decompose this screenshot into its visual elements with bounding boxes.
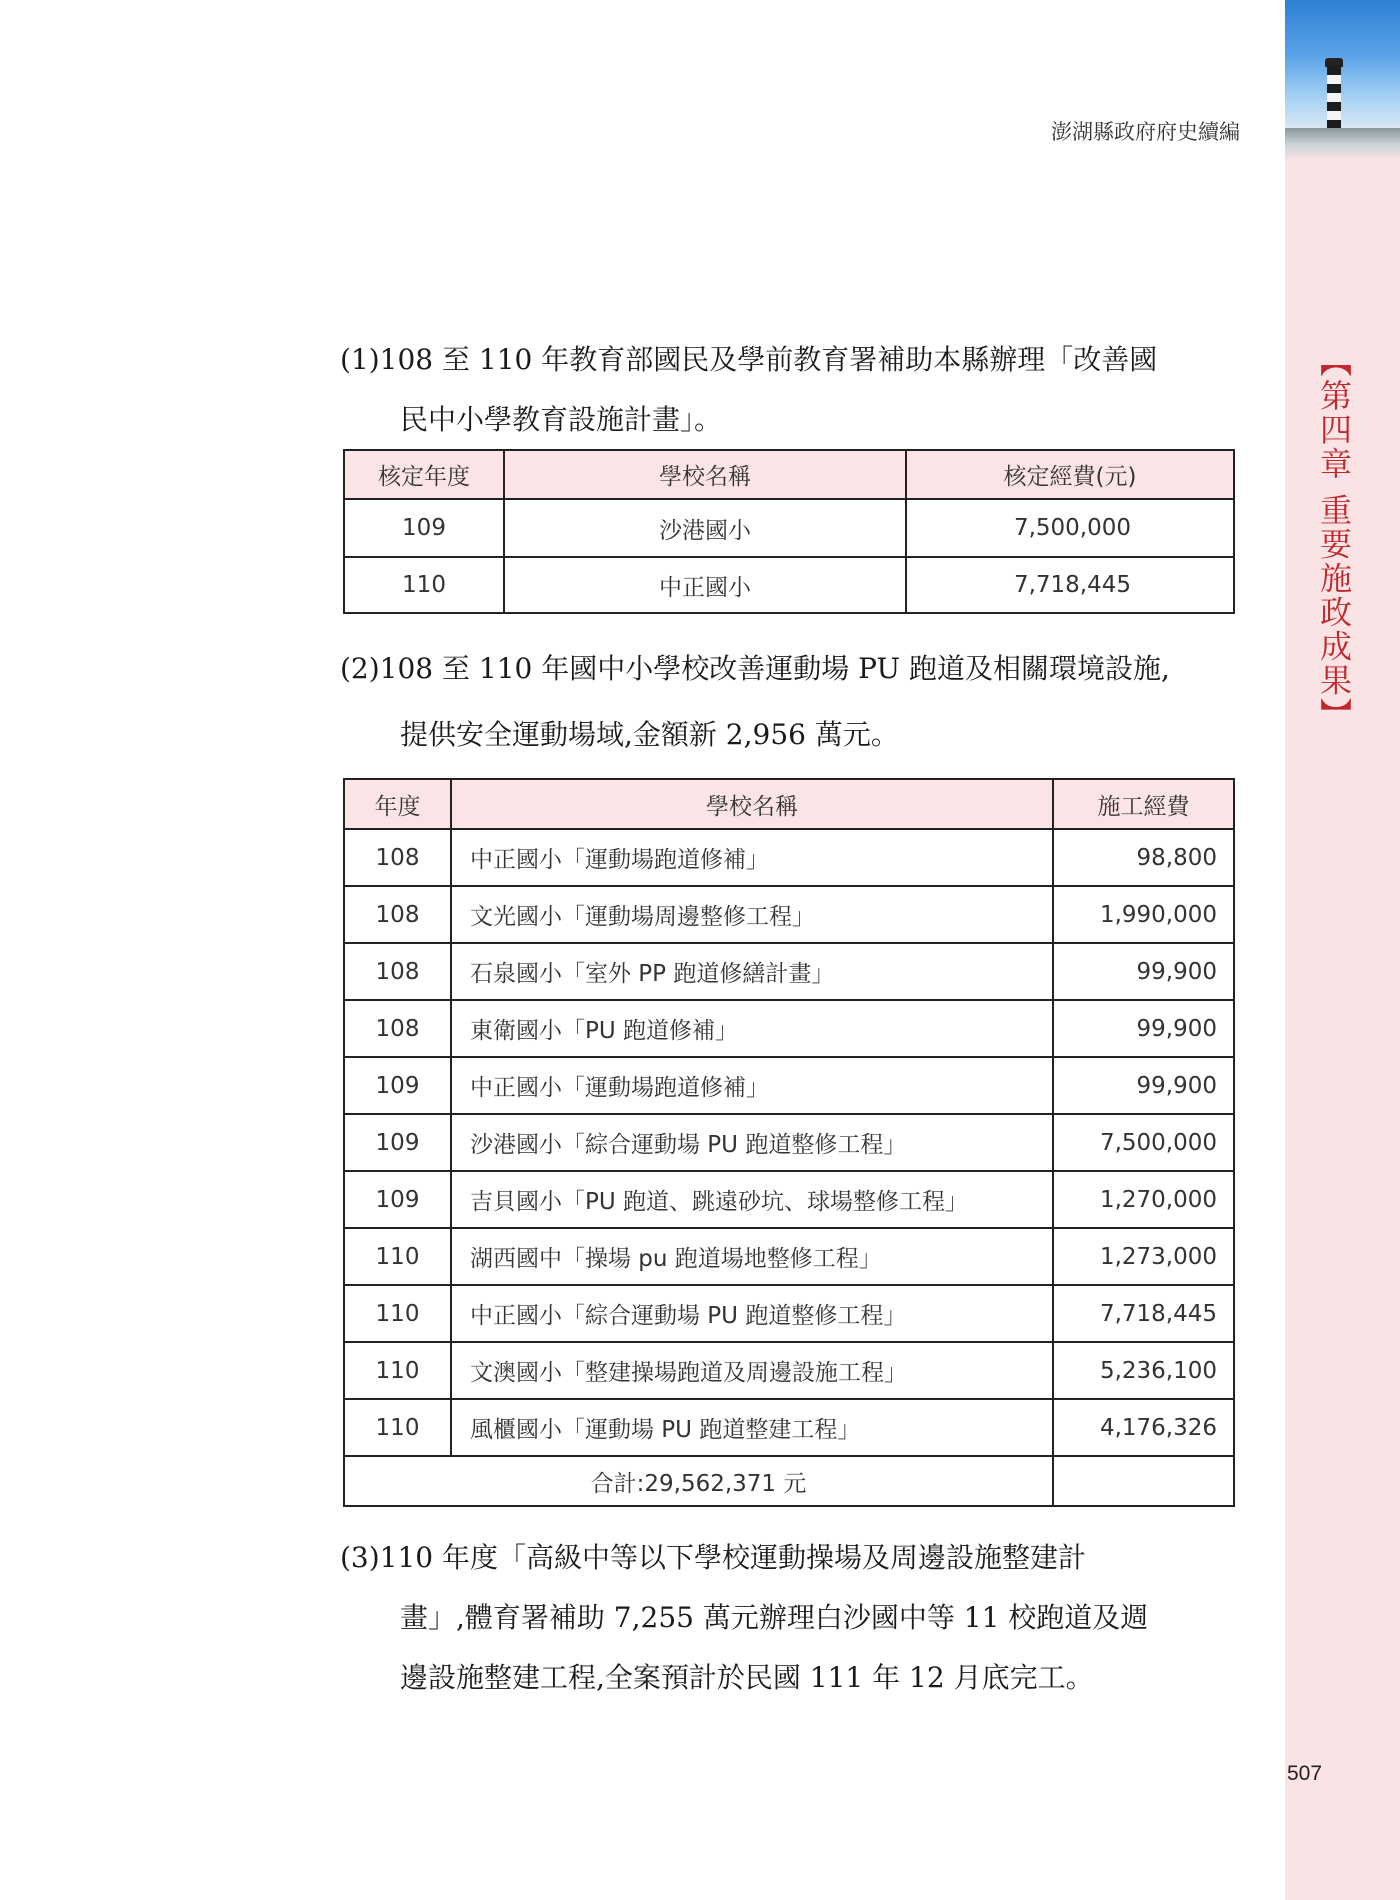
amount-cell: 7,718,445 — [1053, 1285, 1234, 1342]
column-header: 年度 — [344, 779, 451, 829]
table-row — [344, 1114, 1234, 1171]
project-cell: 文澳國小「整建操場跑道及周邊設施工程」 — [451, 1342, 1053, 1399]
year-cell: 109 — [344, 1057, 451, 1114]
table-row — [344, 1342, 1234, 1399]
total-empty-cell — [1053, 1456, 1234, 1506]
project-cell: 中正國小「運動場跑道修補」 — [451, 829, 1053, 886]
column-header: 核定經費(元) — [906, 450, 1234, 499]
total-row — [344, 1456, 1234, 1506]
school-cell: 中正國小 — [504, 557, 906, 613]
table-row — [344, 1228, 1234, 1285]
school-cell: 沙港國小 — [504, 499, 906, 557]
year-cell: 110 — [344, 1342, 451, 1399]
amount-cell: 1,273,000 — [1053, 1228, 1234, 1285]
section-3-line-2: 畫」,體育署補助 7,255 萬元辦理白沙國中等 11 校跑道及週 — [400, 1601, 1149, 1634]
pu-track-table — [343, 778, 1235, 1507]
table-row — [344, 1000, 1234, 1057]
amount-cell: 98,800 — [1053, 829, 1234, 886]
page-number: 507 — [1287, 1762, 1323, 1785]
table-row — [344, 1285, 1234, 1342]
lighthouse-tower — [1327, 66, 1341, 132]
section-2-line-1: (2)108 至 110 年國中小學校改善運動場 PU 跑道及相關環境設施, — [340, 652, 1170, 685]
amount-cell: 1,990,000 — [1053, 886, 1234, 943]
project-cell: 石泉國小「室外 PP 跑道修繕計畫」 — [451, 943, 1053, 1000]
year-cell: 108 — [344, 886, 451, 943]
total-cell: 合計:29,562,371 元 — [344, 1456, 1053, 1506]
table-row — [344, 1057, 1234, 1114]
column-header: 學校名稱 — [451, 779, 1053, 829]
section-3-line-1: (3)110 年度「高級中等以下學校運動操場及周邊設施整建計 — [340, 1541, 1087, 1574]
amount-cell: 7,718,445 — [906, 557, 1234, 613]
section-1-line-1: (1)108 至 110 年教育部國民及學前教育署補助本縣辦理「改善國 — [340, 343, 1158, 376]
project-cell: 沙港國小「綜合運動場 PU 跑道整修工程」 — [451, 1114, 1053, 1171]
lighthouse-photo — [1285, 0, 1400, 160]
project-cell: 中正國小「運動場跑道修補」 — [451, 1057, 1053, 1114]
amount-cell: 5,236,100 — [1053, 1342, 1234, 1399]
column-header: 核定年度 — [344, 450, 504, 499]
table-row — [344, 557, 1234, 613]
year-cell: 108 — [344, 943, 451, 1000]
year-cell: 109 — [344, 1114, 451, 1171]
amount-cell: 4,176,326 — [1053, 1399, 1234, 1456]
year-cell: 108 — [344, 829, 451, 886]
table-row — [344, 943, 1234, 1000]
year-cell: 108 — [344, 1000, 451, 1057]
year-cell: 109 — [344, 499, 504, 557]
amount-cell: 1,270,000 — [1053, 1171, 1234, 1228]
year-cell: 110 — [344, 1285, 451, 1342]
table-row — [344, 829, 1234, 886]
section-1 — [340, 330, 1240, 450]
column-header: 學校名稱 — [504, 450, 906, 499]
table-header-row — [344, 779, 1234, 829]
section-2-line-2: 提供安全運動場域,金額新 2,956 萬元。 — [400, 718, 899, 751]
project-cell: 風櫃國小「運動場 PU 跑道整建工程」 — [451, 1399, 1053, 1456]
amount-cell: 7,500,000 — [1053, 1114, 1234, 1171]
year-cell: 110 — [344, 1399, 451, 1456]
year-cell: 110 — [344, 1228, 451, 1285]
project-cell: 中正國小「綜合運動場 PU 跑道整修工程」 — [451, 1285, 1053, 1342]
project-cell: 文光國小「運動場周邊整修工程」 — [451, 886, 1053, 943]
column-header: 施工經費 — [1053, 779, 1234, 829]
project-cell: 東衛國小「PU 跑道修補」 — [451, 1000, 1053, 1057]
section-3 — [340, 1528, 1240, 1708]
table-row — [344, 499, 1234, 557]
lighthouse-ground — [1285, 128, 1400, 160]
table-header-row — [344, 450, 1234, 499]
table-row — [344, 1171, 1234, 1228]
running-header: 澎湖縣政府府史續編 — [1051, 120, 1240, 144]
table-row — [344, 886, 1234, 943]
section-2 — [340, 636, 1240, 768]
amount-cell: 7,500,000 — [906, 499, 1234, 557]
amount-cell: 99,900 — [1053, 1000, 1234, 1057]
side-band — [1285, 0, 1400, 1900]
section-3-line-3: 邊設施整建工程,全案預計於民國 111 年 12 月底完工。 — [400, 1661, 1094, 1694]
year-cell: 110 — [344, 557, 504, 613]
amount-cell: 99,900 — [1053, 943, 1234, 1000]
amount-cell: 99,900 — [1053, 1057, 1234, 1114]
chapter-label: 【第四章 重要施政成果】 — [1315, 345, 1353, 732]
project-cell: 吉貝國小「PU 跑道、跳遠砂坑、球場整修工程」 — [451, 1171, 1053, 1228]
year-cell: 109 — [344, 1171, 451, 1228]
table-row — [344, 1399, 1234, 1456]
project-cell: 湖西國中「操場 pu 跑道場地整修工程」 — [451, 1228, 1053, 1285]
funding-table — [343, 449, 1235, 614]
section-1-line-2: 民中小學教育設施計畫」。 — [400, 403, 723, 436]
